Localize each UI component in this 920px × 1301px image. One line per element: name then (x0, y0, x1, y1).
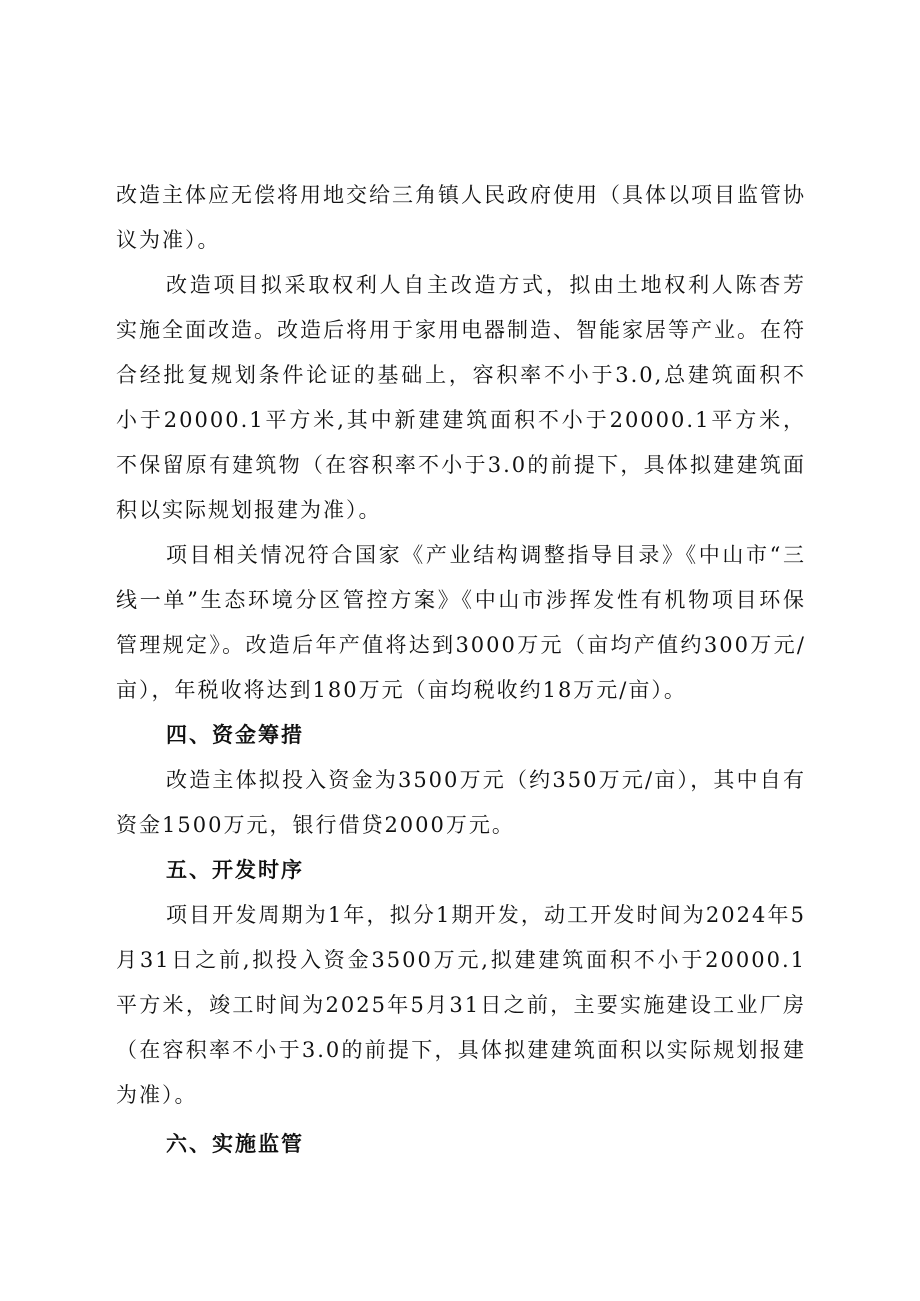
section-heading-funding: 四、资金筹措 (166, 723, 304, 747)
section-heading-supervision: 六、实施监管 (166, 1132, 304, 1156)
paragraph-schedule: 项目开发周期为1年，拟分1期开发，动工开发时间为2024年5月31日之前,拟投入资金3500万元,拟建建筑面积不小于20000.1平方米，竣工时间为2025年5月31日之前，主要实施建设工业厂房（在容积率不小于3.0的前提下，具体拟建建筑面积以实际规划报建为准）。 (116, 903, 806, 1107)
paragraph-renovation-plan: 改造项目拟采取权利人自主改造方式，拟由土地权利人陈杏芳实施全面改造。改造后将用于家用电器制造、智能家居等产业。在符合经批复规划条件论证的基础上，容积率不小于3.0,总建筑面积不小于20000.1平方米,其中新建建筑面积不小于20000.1平方米，不保留原有建筑物（在容积率不小于3.0的前提下，具体拟建建筑面积以实际规划报建为准）。 (116, 273, 806, 522)
paragraph-land-handover: 改造主体应无偿将用地交给三角镇人民政府使用（具体以项目监管协议为准）。 (116, 183, 806, 252)
section-heading-schedule: 五、开发时序 (166, 858, 304, 882)
document-body (116, 173, 806, 1167)
paragraph-compliance-output: 项目相关情况符合国家《产业结构调整指导目录》《中山市“三线一单”生态环境分区管控方案》《中山市涉挥发性有机物项目环保管理规定》。改造后年产值将达到3000万元（亩均产值约300万元/亩），年税收将达到180万元（亩均税收约18万元/亩）。 (116, 543, 806, 702)
paragraph-funding: 改造主体拟投入资金为3500万元（约350万元/亩），其中自有资金1500万元，银行借贷2000万元。 (116, 768, 806, 837)
